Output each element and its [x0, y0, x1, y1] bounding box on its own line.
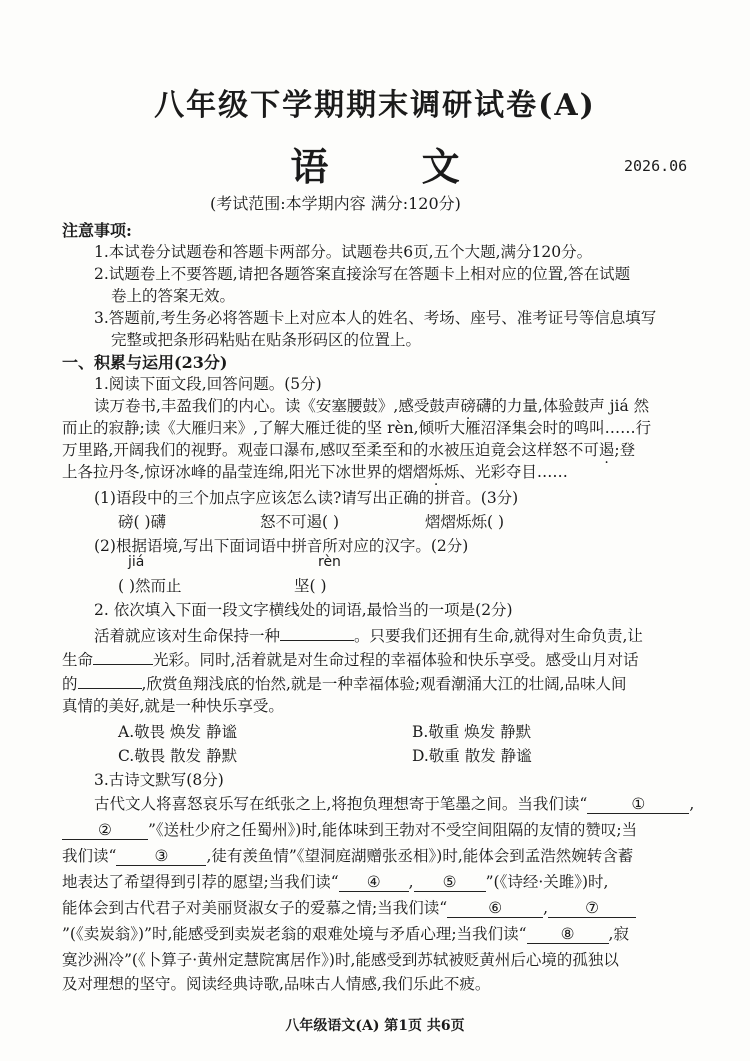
passage-line: 上各拉丹冬,惊讶冰峰的晶莹连绵,阳光下冰世界的熠熠烁烁、光彩夺目……: [62, 463, 568, 481]
passage-line: 而止的寂静;读《大雁归来》,了解大雁迁徙的坚 rèn,倾听大雁沼泽集会时的鸣叫……行: [62, 419, 652, 437]
notice-item: 2.试题卷上不要答题,请把各题答案直接涂写在答题卡上相对应的位置,答在试题: [94, 265, 631, 283]
passage-line: 生命 光彩。同时,活着就是对生命过程的幸福体验和快乐享受。感受山月对话: [62, 646, 638, 670]
option-b: B.敬重 焕发 静默: [412, 723, 532, 741]
passage-line: 我们读“ ③ ,徒有羡鱼情”《望洞庭湖赠张丞相》)时,能体会到孟浩然婉转含蓄: [62, 847, 634, 865]
exam-title: 八年级下学期期末调研试卷(A): [154, 88, 596, 123]
pinyin-item: 熠熠烁烁( ): [425, 513, 505, 531]
pinyin-item: 磅( )礴: [118, 513, 167, 531]
sub-question: (1)语段中的三个加点字应该怎么读?请写出正确的拼音。(3分): [94, 489, 519, 507]
pinyin-item: 怒不可遏( ): [260, 513, 340, 531]
notice-item: 卷上的答案无效。: [111, 287, 236, 305]
page-footer: 八年级语文(A) 第1页 共6页: [285, 1018, 465, 1034]
pinyin-hint: jiá: [128, 554, 145, 570]
passage-line: ”(《卖炭翁》)”时,能感受到卖炭老翁的艰难处境与矛盾心理;当我们读“ ⑧ ,寂: [62, 925, 629, 943]
question-stem: 2. 依次填入下面一段文字横线处的词语,最恰当的一项是(2分): [94, 601, 513, 619]
option-d: D.敬重 散发 静谧: [412, 747, 532, 765]
question-stem: 1.阅读下面文段,回答问题。(5分): [94, 375, 322, 393]
question-stem: 3.古诗文默写(8分): [94, 771, 224, 789]
option-c: C.敬畏 散发 静默: [118, 747, 238, 765]
passage-line: 的 ,欣赏鱼翔浅底的怡然,就是一种幸福体验;观看潮涌大江的壮阔,品味人间: [62, 670, 627, 694]
exam-date: 2026.06: [624, 157, 688, 175]
notice-item: 3.答题前,考生务必将答题卡上对应本人的姓名、考场、座号、准考证号等信息填写: [94, 309, 657, 327]
notice-item: 完整或把条形码粘贴在贴条形码区的位置上。: [111, 331, 422, 349]
passage-line: 古代文人将喜怒哀乐写在纸张之上,将抱负理想寄于笔墨之间。当我们读“ ① ,: [94, 795, 695, 813]
option-a: A.敬畏 焕发 静谧: [118, 723, 237, 741]
passage-line: 及对理想的坚守。阅读经典诗歌,品味古人情感,我们乐此不疲。: [62, 975, 491, 993]
notice-heading: 注意事项:: [62, 221, 132, 240]
passage-line: 万里路,开阔我们的视野。观壶口瀑布,感叹至柔至和的水被压迫竟会这样怒不可遏;登: [62, 441, 636, 459]
passage-line: ② ”《送杜少府之任蜀州》)时,能体味到王勃对不受空间阻隔的友情的赞叹;当: [62, 818, 637, 840]
sub-question: (2)根据语境,写出下面词语中拼音所对应的汉字。(2分): [94, 537, 469, 555]
passage-line: 活着就应该对生命保持一种 。只要我们还拥有生命,就得对生命负责,让: [94, 622, 643, 646]
passage-line: 读万卷书,丰盈我们的内心。读《安塞腰鼓》,感受鼓声磅礴的力量,体验鼓声 jiá 然: [94, 397, 650, 415]
hanzi-item: ( )然而止: [118, 577, 182, 595]
passage-line: 真情的美好,就是一种快乐享受。: [62, 697, 284, 715]
exam-scope: (考试范围:本学期内容 满分:120分): [210, 194, 461, 213]
pinyin-hint: rèn: [318, 554, 341, 570]
passage-line: 寞沙洲冷”(《卜算子·黄州定慧院寓居作》)时,能感受到苏轼被贬黄州后心境的孤独以: [62, 951, 619, 969]
subject-title: 语 文: [290, 144, 500, 189]
passage-line: 地表达了希望得到引荐的愿望;当我们读“ ④ , ⑤ ”(《诗经·关雎》)时,: [62, 873, 609, 891]
notice-item: 1.本试卷分试题卷和答题卡两部分。试题卷共6页,五个大题,满分120分。: [94, 243, 593, 261]
hanzi-item: 坚( ): [294, 577, 327, 595]
passage-line: 能体会到古代君子对美丽贤淑女子的爱慕之情;当我们读“ ⑥ , ⑦: [62, 896, 636, 918]
section-heading: 一、积累与运用(23分): [62, 353, 228, 372]
